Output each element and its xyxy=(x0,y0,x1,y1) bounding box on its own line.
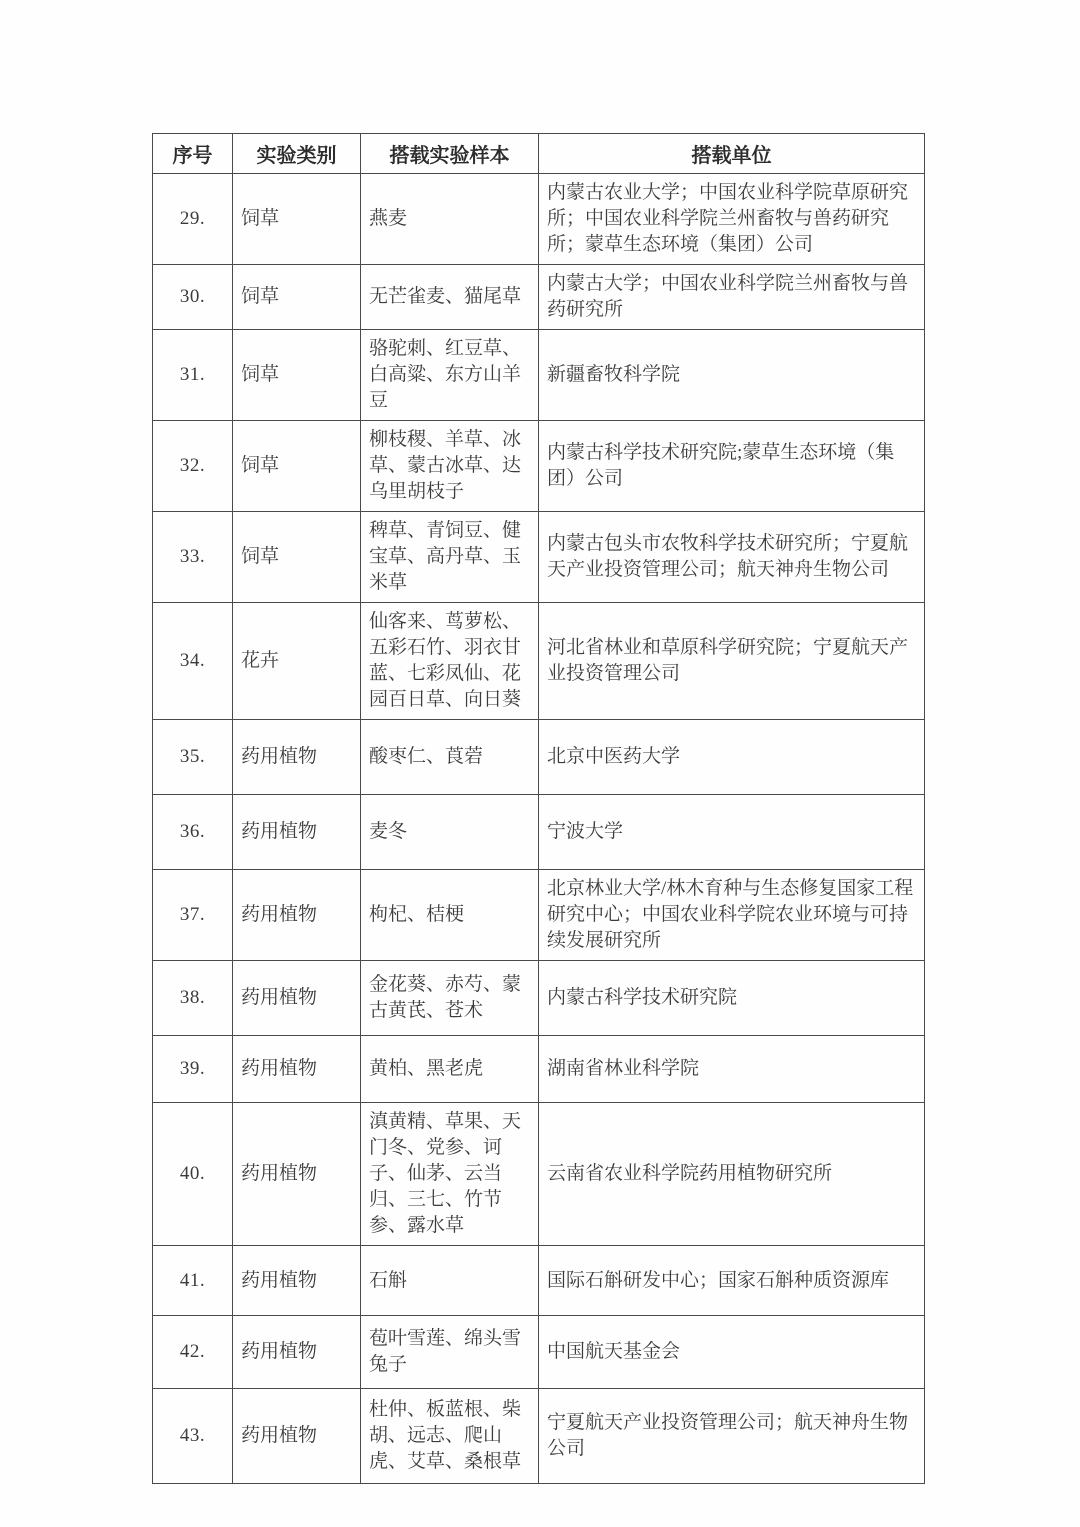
row-index-cell: 30. xyxy=(153,265,233,330)
table-row xyxy=(153,1036,925,1103)
units-cell: 国际石斛研发中心；国家石斛种质资源库 xyxy=(539,1246,925,1316)
category-cell: 饲草 xyxy=(233,174,361,265)
category-cell: 药用植物 xyxy=(233,1036,361,1103)
category-cell: 花卉 xyxy=(233,603,361,720)
units-cell: 新疆畜牧科学院 xyxy=(539,330,925,421)
units-cell: 内蒙古科学技术研究院;蒙草生态环境（集团）公司 xyxy=(539,421,925,512)
table-row xyxy=(153,421,925,512)
row-index-cell: 32. xyxy=(153,421,233,512)
column-header-units: 搭载单位 xyxy=(539,134,925,174)
category-cell: 药用植物 xyxy=(233,720,361,795)
table-header-row xyxy=(153,134,925,174)
samples-cell: 仙客来、茑萝松、五彩石竹、羽衣甘蓝、七彩凤仙、花园百日草、向日葵 xyxy=(361,603,539,720)
category-cell: 药用植物 xyxy=(233,1246,361,1316)
units-cell: 宁波大学 xyxy=(539,795,925,870)
samples-cell: 黄柏、黑老虎 xyxy=(361,1036,539,1103)
table-row xyxy=(153,720,925,795)
table-row xyxy=(153,265,925,330)
category-cell: 药用植物 xyxy=(233,961,361,1036)
row-index-cell: 33. xyxy=(153,512,233,603)
category-cell: 药用植物 xyxy=(233,1103,361,1246)
table-row xyxy=(153,330,925,421)
category-cell: 药用植物 xyxy=(233,795,361,870)
table-row xyxy=(153,870,925,961)
row-index-cell: 38. xyxy=(153,961,233,1036)
table-row xyxy=(153,795,925,870)
units-cell: 北京中医药大学 xyxy=(539,720,925,795)
category-cell: 饲草 xyxy=(233,265,361,330)
units-cell: 内蒙古包头市农牧科学技术研究所；宁夏航天产业投资管理公司；航天神舟生物公司 xyxy=(539,512,925,603)
samples-cell: 柳枝稷、羊草、冰草、蒙古冰草、达乌里胡枝子 xyxy=(361,421,539,512)
samples-cell: 酸枣仁、莨菪 xyxy=(361,720,539,795)
units-cell: 云南省农业科学院药用植物研究所 xyxy=(539,1103,925,1246)
row-index-cell: 31. xyxy=(153,330,233,421)
table-row xyxy=(153,512,925,603)
table-row xyxy=(153,1103,925,1246)
column-header-category: 实验类别 xyxy=(233,134,361,174)
samples-cell: 燕麦 xyxy=(361,174,539,265)
units-cell: 内蒙古大学；中国农业科学院兰州畜牧与兽药研究所 xyxy=(539,265,925,330)
table-row xyxy=(153,1246,925,1316)
table-row xyxy=(153,1316,925,1389)
category-cell: 饲草 xyxy=(233,421,361,512)
units-cell: 湖南省林业科学院 xyxy=(539,1036,925,1103)
samples-cell: 稗草、青饲豆、健宝草、高丹草、玉米草 xyxy=(361,512,539,603)
category-cell: 药用植物 xyxy=(233,1389,361,1484)
units-cell: 河北省林业和草原科学研究院；宁夏航天产业投资管理公司 xyxy=(539,603,925,720)
row-index-cell: 36. xyxy=(153,795,233,870)
samples-cell: 杜仲、板蓝根、柴胡、远志、爬山虎、艾草、桑根草 xyxy=(361,1389,539,1484)
samples-cell: 滇黄精、草果、天门冬、党参、诃子、仙茅、云当归、三七、竹节参、露水草 xyxy=(361,1103,539,1246)
units-cell: 北京林业大学/林木育种与生态修复国家工程研究中心；中国农业科学院农业环境与可持续发展研究所 xyxy=(539,870,925,961)
row-index-cell: 35. xyxy=(153,720,233,795)
table-row xyxy=(153,174,925,265)
units-cell: 内蒙古农业大学；中国农业科学院草原研究所；中国农业科学院兰州畜牧与兽药研究所；蒙草生态环境（集团）公司 xyxy=(539,174,925,265)
samples-cell: 石斛 xyxy=(361,1246,539,1316)
samples-cell: 枸杞、桔梗 xyxy=(361,870,539,961)
units-cell: 内蒙古科学技术研究院 xyxy=(539,961,925,1036)
table-row xyxy=(153,961,925,1036)
row-index-cell: 34. xyxy=(153,603,233,720)
row-index-cell: 39. xyxy=(153,1036,233,1103)
table-row xyxy=(153,1389,925,1484)
category-cell: 药用植物 xyxy=(233,1316,361,1389)
samples-cell: 无芒雀麦、猫尾草 xyxy=(361,265,539,330)
samples-cell: 麦冬 xyxy=(361,795,539,870)
row-index-cell: 29. xyxy=(153,174,233,265)
row-index-cell: 43. xyxy=(153,1389,233,1484)
column-header-samples: 搭载实验样本 xyxy=(361,134,539,174)
category-cell: 饲草 xyxy=(233,330,361,421)
samples-cell: 金花葵、赤芍、蒙古黄芪、苍术 xyxy=(361,961,539,1036)
units-cell: 宁夏航天产业投资管理公司；航天神舟生物公司 xyxy=(539,1389,925,1484)
category-cell: 药用植物 xyxy=(233,870,361,961)
units-cell: 中国航天基金会 xyxy=(539,1316,925,1389)
samples-cell: 骆驼刺、红豆草、白高粱、东方山羊豆 xyxy=(361,330,539,421)
category-cell: 饲草 xyxy=(233,512,361,603)
samples-cell: 苞叶雪莲、绵头雪兔子 xyxy=(361,1316,539,1389)
row-index-cell: 41. xyxy=(153,1246,233,1316)
table-row xyxy=(153,603,925,720)
row-index-cell: 37. xyxy=(153,870,233,961)
payload-experiments-table xyxy=(152,133,925,1484)
column-header-index: 序号 xyxy=(153,134,233,174)
row-index-cell: 42. xyxy=(153,1316,233,1389)
row-index-cell: 40. xyxy=(153,1103,233,1246)
